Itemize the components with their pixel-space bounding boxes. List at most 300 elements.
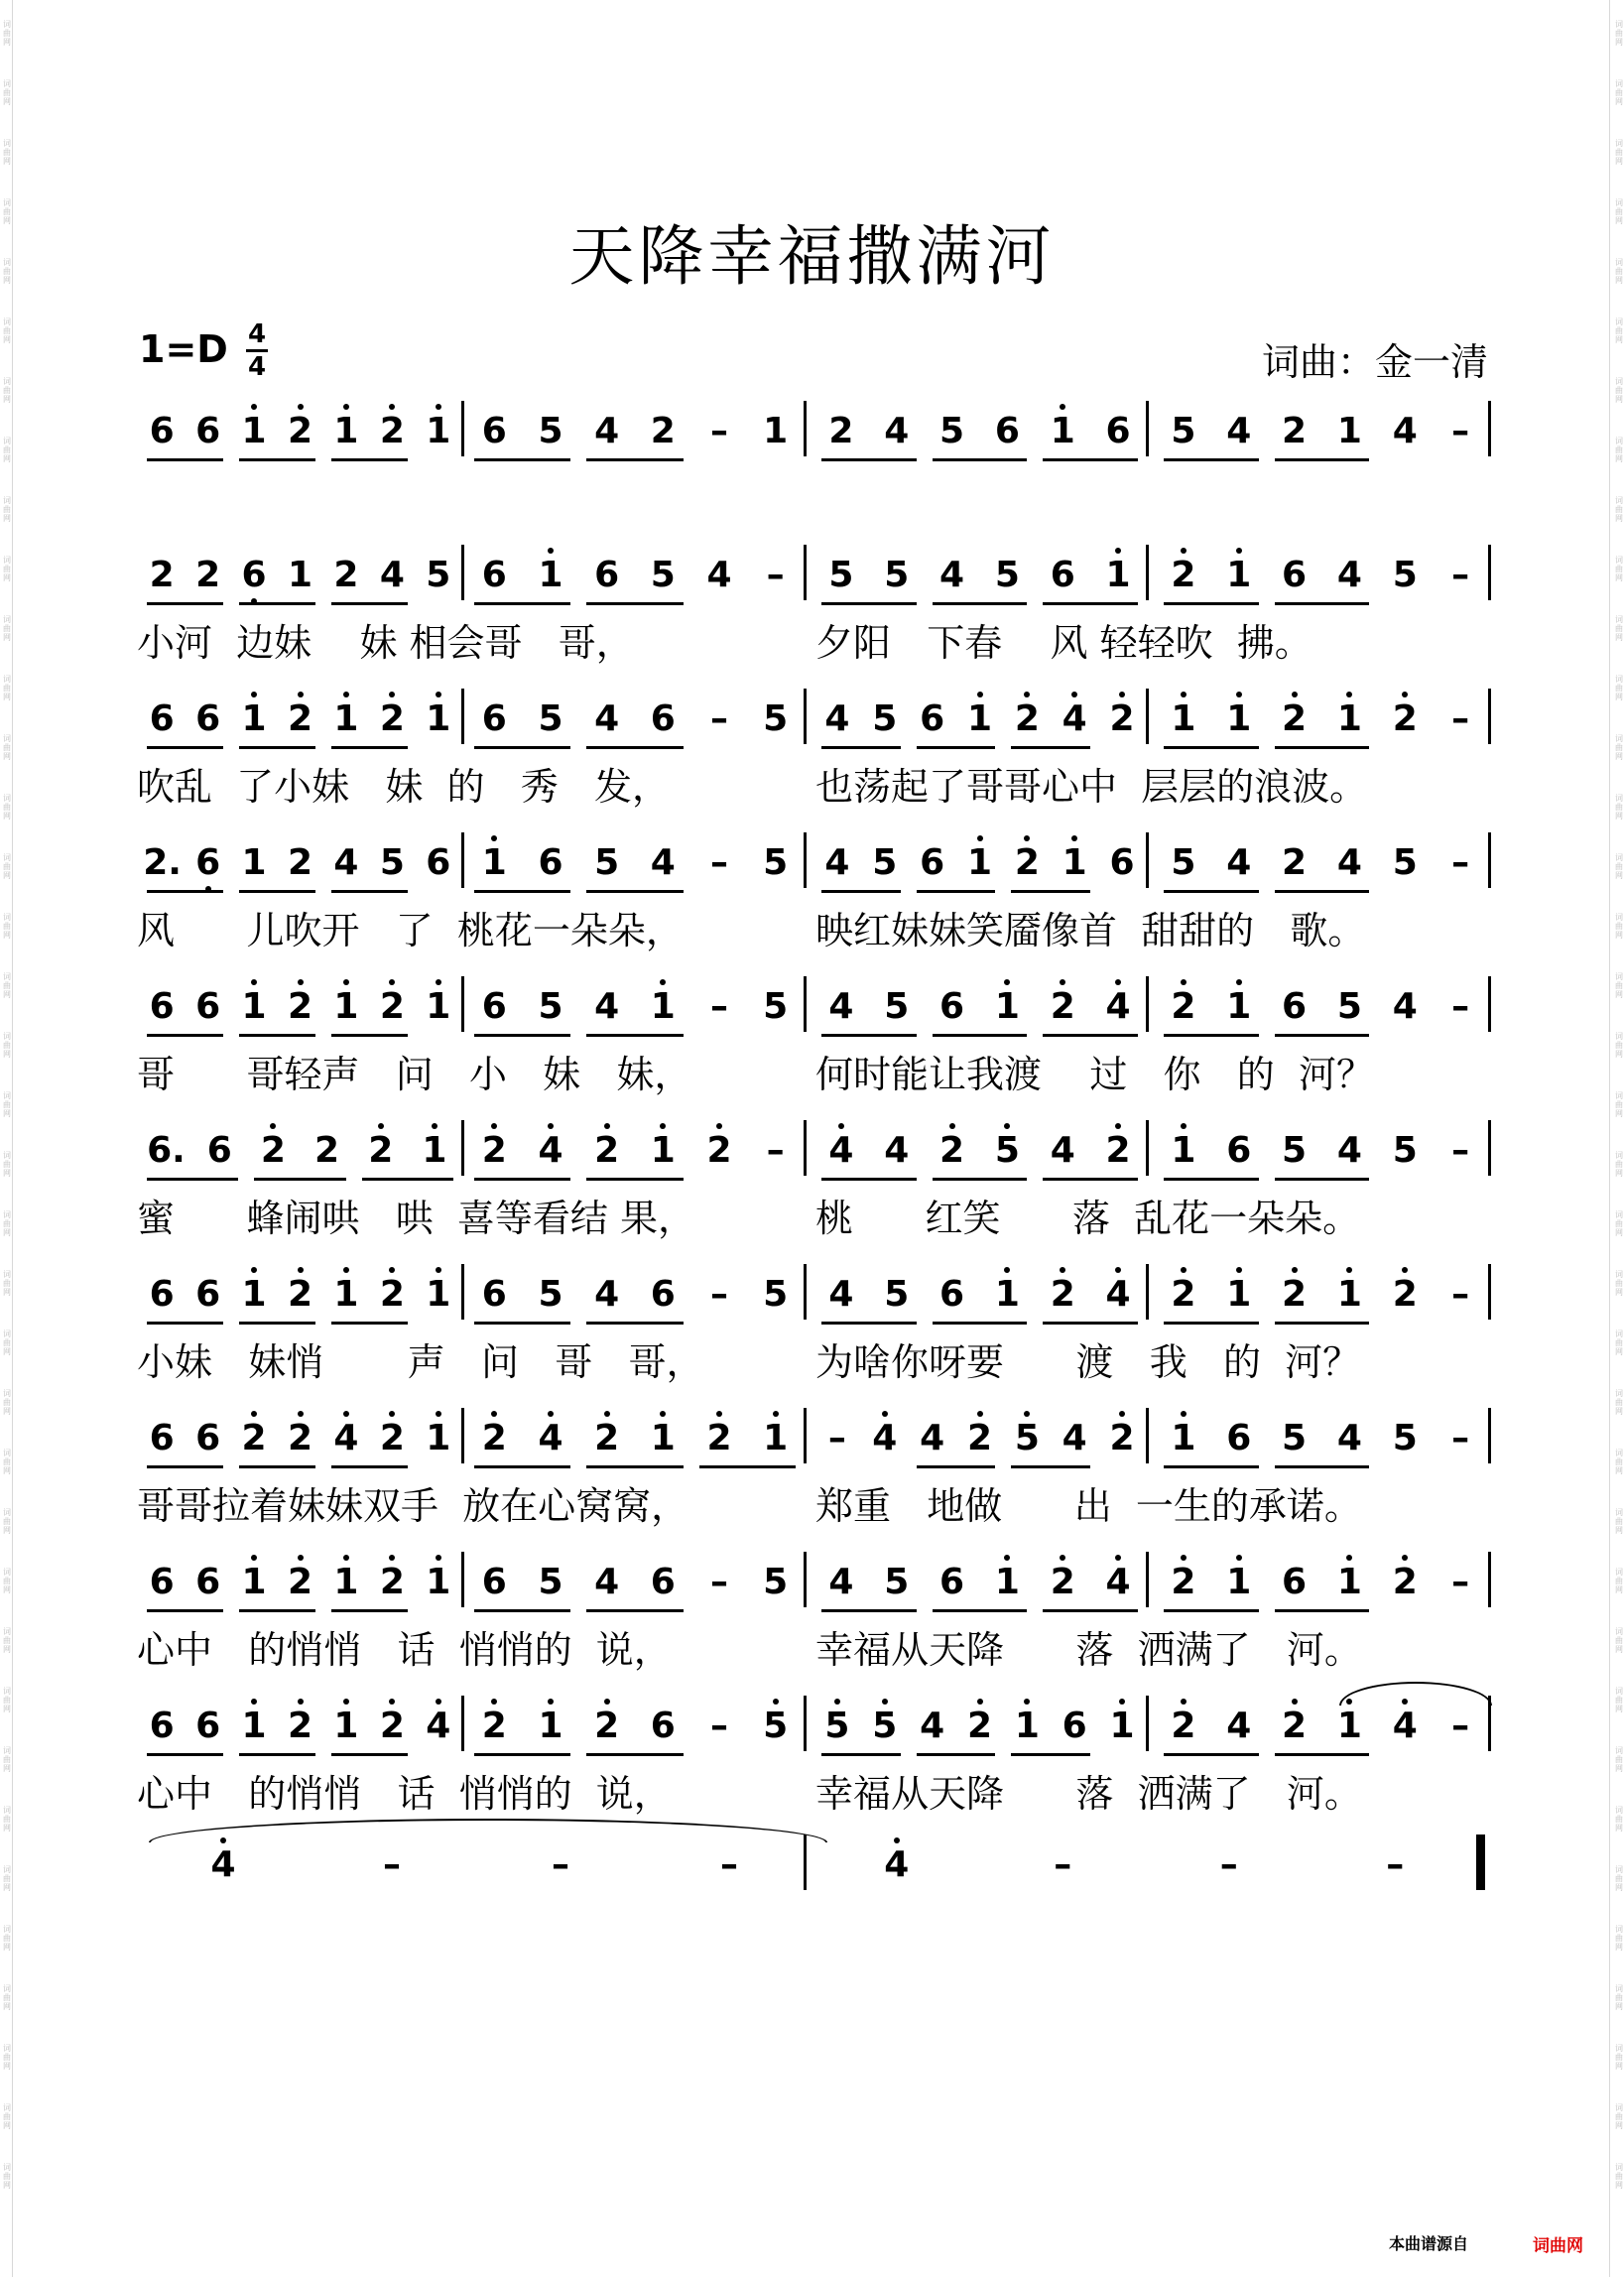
beam-underline — [239, 1753, 315, 1756]
note: 6 — [1226, 1418, 1252, 1458]
sustain-dash: – — [1451, 986, 1470, 1027]
note: 6 — [481, 986, 507, 1027]
watermark-text: 词 曲 网 — [1615, 913, 1623, 940]
watermark-text: 词 曲 网 — [3, 734, 11, 761]
watermark-text: 词 曲 网 — [1615, 1865, 1623, 1892]
watermark-text: 词 曲 网 — [1615, 1508, 1623, 1535]
sustain-dash: – — [1219, 1844, 1238, 1885]
beam-underline — [362, 1178, 453, 1181]
note: 2 — [373, 1414, 411, 1463]
watermark-text: 词 曲 网 — [1615, 1806, 1623, 1833]
note: 4 — [532, 1126, 569, 1176]
note: 4 — [824, 842, 850, 883]
note: 2 — [1165, 551, 1202, 600]
watermark-text: 词 曲 网 — [1615, 139, 1623, 166]
sustain-dash: – — [766, 1130, 785, 1171]
note: 5 — [884, 555, 910, 595]
watermark-text: 词 曲 网 — [1615, 615, 1623, 642]
beam-underline — [1275, 1034, 1370, 1037]
bar-line — [1146, 1408, 1149, 1463]
note: 2 — [1103, 1414, 1141, 1463]
watermark-text: 词 曲 网 — [3, 675, 11, 701]
lyric-text: 小妹 妹悄 声 问 哥 哥， — [137, 1340, 704, 1384]
note: 2 — [1276, 1270, 1313, 1320]
note: 6 — [1282, 555, 1308, 595]
beam-underline — [147, 602, 223, 605]
watermark-text: 词 曲 网 — [3, 1449, 11, 1475]
score-line — [0, 1840, 1624, 1930]
note: 2 — [828, 411, 854, 451]
watermark-text: 词 曲 网 — [3, 79, 11, 106]
beam-underline — [1275, 746, 1370, 749]
bar-line — [804, 1408, 807, 1463]
note: 4 — [1226, 411, 1252, 451]
note: 6 — [939, 1274, 965, 1315]
sustain-dash: – — [1451, 1418, 1470, 1458]
note: 5 — [939, 411, 965, 451]
sustain-dash: – — [710, 1706, 728, 1746]
note: 5 — [1336, 986, 1362, 1027]
note: 6 — [149, 1274, 175, 1315]
note: 2 — [195, 555, 221, 595]
score-line — [0, 1558, 1624, 1672]
composer-credit: 词曲：金一清 — [1261, 340, 1488, 384]
note: 2 — [700, 1414, 738, 1463]
beam-underline — [239, 890, 315, 893]
beam-underline — [147, 890, 223, 893]
beam-underline — [474, 1034, 570, 1037]
note: 2 — [588, 1126, 626, 1176]
sustain-dash: – — [710, 698, 728, 739]
footer-site: 词曲网 — [1533, 2236, 1583, 2256]
beam-underline — [1011, 746, 1090, 749]
note: 4 — [828, 1562, 854, 1602]
beam-underline — [239, 1609, 315, 1612]
note: 1 — [420, 407, 457, 456]
watermark-text: 词 曲 网 — [1615, 1746, 1623, 1773]
note: 6 — [149, 986, 175, 1027]
watermark-text: 词 曲 网 — [1615, 1925, 1623, 1952]
note: 1 — [1330, 695, 1368, 744]
watermark-text: 词 曲 网 — [3, 794, 11, 821]
beam-underline — [239, 746, 315, 749]
beam-underline — [1164, 602, 1259, 605]
watermark-text: 词 曲 网 — [3, 615, 11, 642]
note: 4 — [1386, 1702, 1424, 1751]
beam-underline — [239, 1322, 315, 1325]
note: 2 — [1165, 1702, 1202, 1751]
sustain-dash: – — [827, 1418, 846, 1458]
beam-underline — [147, 1178, 238, 1181]
note: 4 — [878, 1840, 916, 1890]
beam-underline — [1275, 458, 1370, 461]
note: 5 — [538, 698, 563, 739]
note: 4 — [1062, 1418, 1087, 1458]
beam-underline — [1275, 1753, 1370, 1756]
note: 2 — [362, 1126, 400, 1176]
bar-line — [1146, 976, 1149, 1032]
beam-underline — [239, 458, 315, 461]
bar-line — [1146, 1120, 1149, 1176]
watermark-text: 词 曲 网 — [3, 1984, 11, 2011]
note: 1 — [1056, 838, 1093, 888]
note: 2 — [1044, 1270, 1081, 1320]
sustain-dash: – — [1451, 842, 1470, 883]
note: 4 — [327, 1414, 365, 1463]
watermark-text: 词 曲 网 — [3, 1270, 11, 1297]
note: 1 — [420, 1270, 457, 1320]
lyric-text: 映红妹妹笑靥像首 甜甜的 歌。 — [815, 909, 1366, 952]
footer-source: 本曲谱源自 — [1389, 2234, 1469, 2253]
note: 1 — [1103, 1702, 1141, 1751]
beam-underline — [933, 1178, 1028, 1181]
watermark-text: 词 曲 网 — [3, 258, 11, 285]
note: 6 — [195, 1562, 221, 1602]
note: 2 — [475, 1702, 513, 1751]
note: 5 — [757, 1702, 795, 1751]
beam-underline — [586, 1322, 683, 1325]
beam-underline — [821, 458, 917, 461]
note: 4 — [532, 1414, 569, 1463]
bar-line — [804, 1552, 807, 1607]
lyric-text: 桃 红笑 落 乱花一朵朵。 — [815, 1197, 1361, 1240]
note: 5 — [538, 1562, 563, 1602]
bar-line — [1488, 401, 1491, 456]
note: 4 — [1056, 695, 1093, 744]
sustain-dash: – — [1451, 1130, 1470, 1171]
beam-underline — [586, 1609, 683, 1612]
note: 6 — [481, 411, 507, 451]
note: 2 — [282, 407, 319, 456]
note: 4 — [884, 411, 910, 451]
final-bar-line — [1476, 1834, 1485, 1890]
beam-underline — [1164, 746, 1259, 749]
beam-underline — [147, 1322, 223, 1325]
note: 5 — [988, 1126, 1026, 1176]
note: 4 — [1336, 842, 1362, 883]
watermark-text: 词 曲 网 — [3, 1032, 11, 1059]
beam-underline — [917, 890, 996, 893]
note: 1 — [1330, 1270, 1368, 1320]
note: 1 — [327, 982, 365, 1032]
lyric-text: 郑重 地做 出 一生的承诺。 — [815, 1484, 1362, 1528]
beam-underline — [331, 746, 408, 749]
watermark-text: 词 曲 网 — [1615, 1032, 1623, 1059]
note: 1 — [327, 407, 365, 456]
beam-underline — [1164, 890, 1259, 893]
note: 6 — [206, 1130, 232, 1171]
note: 5 — [650, 555, 676, 595]
note: 1 — [644, 1414, 682, 1463]
watermark-text: 词 曲 网 — [3, 1508, 11, 1535]
watermark-text: 词 曲 网 — [3, 20, 11, 47]
time-signature-top: 4 — [247, 319, 267, 349]
watermark-text: 词 曲 网 — [1615, 1210, 1623, 1237]
beam-underline — [821, 602, 917, 605]
lyric-text: 心中 的悄悄 话 悄悄的 说， — [137, 1772, 672, 1816]
note: 2 — [1386, 1558, 1424, 1607]
lyric-text: 蜜 蜂闹哄 哄 喜等看结 果， — [137, 1197, 695, 1240]
note: 2 — [934, 1126, 971, 1176]
note: 2 — [282, 1270, 319, 1320]
watermark-text: 词 曲 网 — [3, 2044, 11, 2071]
watermark-text: 词 曲 网 — [3, 1389, 11, 1416]
note: 1 — [235, 982, 273, 1032]
beam-underline — [239, 1034, 315, 1037]
watermark-text: 词 曲 网 — [1615, 1389, 1623, 1416]
note: 6 — [920, 842, 945, 883]
note: 1 — [988, 982, 1026, 1032]
note: 4 — [1392, 411, 1418, 451]
note: 4 — [866, 1414, 904, 1463]
note: 2 — [282, 982, 319, 1032]
watermark-text: 词 曲 网 — [1615, 377, 1623, 404]
note: 4 — [1336, 1418, 1362, 1458]
note: 6 — [189, 838, 227, 888]
note: 5 — [994, 555, 1020, 595]
note: 1 — [1165, 1126, 1202, 1176]
lyric-text: 哥哥拉着妹妹双手 放在心窝窝， — [137, 1484, 689, 1528]
note: 2 — [282, 695, 319, 744]
note: 1 — [235, 1558, 273, 1607]
note: 6 — [235, 551, 273, 600]
score-title: 天降幸福撒满河 — [568, 218, 1056, 295]
watermark-text: 词 曲 网 — [3, 198, 11, 225]
note: 2 — [961, 1414, 999, 1463]
bar-line — [461, 401, 464, 456]
key-signature — [139, 327, 228, 371]
bar-line — [1146, 832, 1149, 888]
watermark-text: 词 曲 网 — [1615, 1151, 1623, 1178]
note: 5 — [1392, 555, 1418, 595]
watermark-text: 词 曲 网 — [1615, 1449, 1623, 1475]
watermark-text: 词 曲 网 — [1615, 1984, 1623, 2011]
note: 6 — [195, 1418, 221, 1458]
beam-underline — [1043, 458, 1138, 461]
note: 2 — [1276, 1702, 1313, 1751]
note: 4 — [420, 1702, 457, 1751]
note: 2 — [373, 407, 411, 456]
note: 5 — [1282, 1418, 1308, 1458]
bar-line — [1488, 689, 1491, 744]
note: 2 — [1044, 982, 1081, 1032]
note: 4 — [650, 842, 676, 883]
beam-underline — [1043, 1034, 1138, 1037]
beam-underline — [254, 1178, 345, 1181]
beam-underline — [821, 890, 901, 893]
note: 2 — [1044, 1558, 1081, 1607]
note: 1 — [235, 1270, 273, 1320]
lyric-text: 幸福从天降 落 洒满了 河。 — [815, 1628, 1362, 1672]
beam-underline — [1043, 1322, 1138, 1325]
lyric-text: 幸福从天降 落 洒满了 河。 — [815, 1772, 1362, 1816]
watermark-text: 词 曲 网 — [3, 2163, 11, 2190]
bar-line — [1488, 545, 1491, 600]
watermark-text: 词 曲 网 — [1615, 20, 1623, 47]
note: 2 — [373, 982, 411, 1032]
note: 5 — [884, 986, 910, 1027]
bar-line — [1488, 832, 1491, 888]
lyric-text: 夕阳 下春 风 轻轻吹 拂。 — [815, 621, 1312, 665]
note: 4 — [379, 555, 405, 595]
note: 1 — [327, 695, 365, 744]
watermark-text: 词 曲 网 — [1615, 198, 1623, 225]
tie-arc — [1339, 1682, 1492, 1706]
beam-underline — [147, 1465, 223, 1468]
beam-underline — [586, 890, 683, 893]
watermark-text: 词 曲 网 — [1615, 1687, 1623, 1713]
note: 2 — [1099, 1126, 1137, 1176]
note: 5 — [818, 1702, 856, 1751]
beam-underline — [1275, 1609, 1370, 1612]
watermark-text: 词 曲 网 — [1615, 794, 1623, 821]
beam-underline — [933, 1034, 1028, 1037]
watermark-text: 词 曲 网 — [1615, 2103, 1623, 2130]
bar-line — [1488, 1552, 1491, 1607]
note: 1 — [327, 1558, 365, 1607]
note: 6 — [1282, 986, 1308, 1027]
beam-underline — [821, 1034, 917, 1037]
note: 2 — [588, 1414, 626, 1463]
note: 6 — [195, 698, 221, 739]
note: 2 — [1276, 695, 1313, 744]
beam-underline — [821, 1609, 917, 1612]
note: 1 — [644, 1126, 682, 1176]
note: 6 — [195, 1706, 221, 1746]
note: 2 — [1008, 838, 1046, 888]
note: 2 — [1282, 842, 1308, 883]
note: 5 — [828, 555, 854, 595]
bar-line — [1146, 689, 1149, 744]
beam-underline — [933, 1322, 1028, 1325]
beam-underline — [586, 602, 683, 605]
watermark-text: 词 曲 网 — [3, 1627, 11, 1654]
beam-underline — [917, 1465, 996, 1468]
note: 4 — [828, 1274, 854, 1315]
beam-underline — [1275, 602, 1370, 605]
note: 1 — [287, 555, 313, 595]
beam-underline — [586, 1753, 683, 1756]
note: 1 — [1165, 695, 1202, 744]
note: 6 — [939, 986, 965, 1027]
sustain-dash: – — [1451, 1562, 1470, 1602]
note: 1 — [420, 1558, 457, 1607]
beam-underline — [331, 1753, 408, 1756]
note: 1 — [988, 1558, 1026, 1607]
beam-underline — [586, 458, 683, 461]
note: 1 — [1044, 407, 1081, 456]
note: 6 — [149, 698, 175, 739]
beam-underline — [586, 1178, 683, 1181]
note: 2 — [475, 1126, 513, 1176]
beam-underline — [474, 1322, 570, 1325]
note: 1 — [1330, 1702, 1368, 1751]
note: 2 — [475, 1414, 513, 1463]
beam-underline — [1011, 1465, 1090, 1468]
watermark-text: 词 曲 网 — [3, 1746, 11, 1773]
sustain-dash: – — [710, 411, 728, 451]
watermark-text: 词 曲 网 — [1615, 556, 1623, 582]
note: 5 — [763, 842, 789, 883]
note: 2 — [373, 1270, 411, 1320]
watermark-text: 词 曲 网 — [1615, 317, 1623, 344]
note: 1 — [1165, 1414, 1202, 1463]
bar-line — [804, 832, 807, 888]
note: 1 — [1220, 1270, 1258, 1320]
note: 6 — [149, 1562, 175, 1602]
beam-underline — [1275, 1178, 1370, 1181]
note: 6 — [195, 986, 221, 1027]
sustain-dash: – — [1054, 1844, 1072, 1885]
beam-underline — [1043, 1178, 1138, 1181]
bar-line — [1146, 1264, 1149, 1320]
bar-line — [461, 1120, 464, 1176]
bar-line — [1488, 1120, 1491, 1176]
lyric-text: 风 儿吹开 了 桃花一朵朵， — [137, 909, 684, 952]
note: 5 — [538, 1274, 563, 1315]
beam-underline — [147, 458, 223, 461]
note: 6 — [195, 411, 221, 451]
beam-underline — [147, 746, 223, 749]
beam-underline — [474, 746, 570, 749]
note: 5 — [1171, 411, 1196, 451]
note: 5 — [763, 698, 789, 739]
watermark-text: 词 曲 网 — [3, 139, 11, 166]
note: 1 — [1220, 695, 1258, 744]
beam-underline — [474, 1609, 570, 1612]
beam-underline — [474, 1753, 570, 1756]
beam-underline — [933, 602, 1028, 605]
bar-line — [1146, 1696, 1149, 1751]
watermark-text: 词 曲 网 — [3, 913, 11, 940]
note: 1 — [327, 1702, 365, 1751]
note: 6 — [149, 1706, 175, 1746]
note: 6 — [195, 1274, 221, 1315]
note: 1 — [235, 1702, 273, 1751]
beam-underline — [331, 1609, 408, 1612]
note: 5 — [1171, 842, 1196, 883]
bar-line — [461, 1264, 464, 1320]
note: 6 — [426, 842, 451, 883]
note: 2 — [333, 555, 359, 595]
note: 5 — [884, 1274, 910, 1315]
note: 6 — [650, 1562, 676, 1602]
beam-underline — [331, 1034, 408, 1037]
beam-underline — [331, 1322, 408, 1325]
score-line — [0, 551, 1624, 665]
note: 4 — [884, 1130, 910, 1171]
beam-underline — [821, 1322, 917, 1325]
note: 5 — [538, 411, 563, 451]
score-line — [0, 1270, 1624, 1384]
beam-underline — [1164, 1178, 1259, 1181]
bar-line — [804, 1120, 807, 1176]
watermark-text: 词 曲 网 — [3, 1151, 11, 1178]
lyric-text: 吹乱 了小妹 妹 的 秀 发， — [137, 765, 671, 809]
bar-line — [804, 401, 807, 456]
watermark-text: 词 曲 网 — [3, 1091, 11, 1118]
note: 2 — [1103, 695, 1141, 744]
watermark-text: 词 曲 网 — [1615, 853, 1623, 880]
score-line — [0, 407, 1624, 496]
bar-line — [804, 545, 807, 600]
note: 6 — [149, 1418, 175, 1458]
note: 1 — [1330, 1558, 1368, 1607]
note: 6 — [939, 1562, 965, 1602]
beam-underline — [474, 602, 570, 605]
bar-line — [1146, 545, 1149, 600]
note: 4 — [920, 1706, 945, 1746]
